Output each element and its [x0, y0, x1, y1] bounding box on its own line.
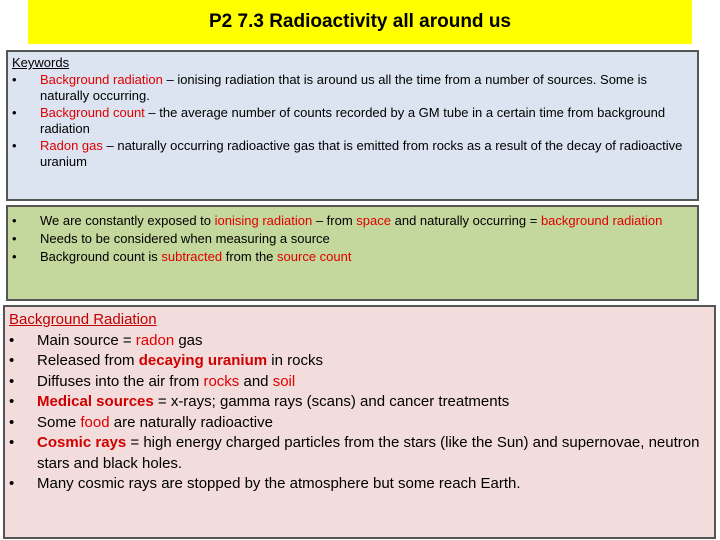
bullet-icon: •: [9, 372, 15, 390]
keyword-item-radon-gas: [12, 138, 693, 171]
text-run: Many cosmic rays are stopped by the atmosphere but some reach Earth.: [37, 475, 521, 492]
text-run: and: [239, 372, 273, 390]
exposure-box: [6, 205, 699, 301]
bullet-icon: •: [12, 249, 17, 264]
page-title-text: P2 7.3 Radioactivity all around us: [209, 11, 511, 32]
highlight-background-radiation: background radiation: [540, 213, 663, 228]
text-run: Background count is: [40, 249, 162, 264]
text-run: – from: [312, 213, 357, 228]
keyword-item-background-count: [12, 105, 693, 138]
exposure-item-measuring: [12, 230, 693, 248]
text-run: in rocks: [267, 352, 323, 369]
bullet-icon: •: [9, 352, 15, 369]
background-radiation-list: [9, 331, 710, 495]
background-radiation-box: [3, 305, 716, 539]
highlight-cosmic-rays: Cosmic rays: [37, 434, 127, 451]
keywords-list: [12, 72, 693, 171]
text-run: are naturally radioactive: [109, 413, 273, 431]
text-run: gas: [174, 331, 203, 349]
bullet-icon: •: [12, 213, 17, 228]
exposure-item-subtracted: [12, 248, 693, 266]
bullet-icon: •: [12, 71, 17, 87]
bullet-icon: •: [12, 104, 17, 120]
text-run: = high energy charged particles from the stars (like the Sun) and supernovae, neutron stars and black holes.: [37, 434, 700, 472]
highlight-soil: soil: [272, 372, 296, 390]
highlight-decaying-uranium: decaying uranium: [138, 352, 268, 369]
text-run: Released from: [37, 352, 139, 369]
bullet-icon: •: [9, 475, 15, 492]
bullet-icon: •: [9, 434, 15, 451]
bg-item-radon: [9, 331, 710, 352]
keyword-definition: – the average number of counts recorded by a GM tube in a certain time from background radiation: [40, 104, 666, 136]
bullet-icon: •: [9, 413, 15, 431]
text-run: from the: [222, 249, 278, 264]
highlight-subtracted: subtracted: [161, 249, 223, 264]
text-run: = x-rays; gamma rays (scans) and cancer treatments: [153, 393, 510, 410]
keywords-heading: Keywords: [12, 55, 70, 70]
highlight-space: space: [356, 213, 391, 228]
exposure-list: [12, 212, 693, 266]
bullet-icon: •: [9, 331, 15, 349]
highlight-food: food: [80, 413, 110, 431]
bg-item-food: [9, 413, 710, 434]
highlight-ionising: ionising radiation: [214, 213, 313, 228]
bullet-icon: •: [12, 137, 17, 153]
text-run: Main source =: [37, 331, 136, 349]
keyword-term: Radon gas: [40, 137, 103, 153]
keyword-term: Background count: [40, 104, 145, 120]
keyword-item-background-radiation: [12, 72, 693, 105]
bg-item-medical: [9, 392, 710, 413]
text-run: Some: [37, 413, 81, 431]
bg-item-uranium: [9, 351, 710, 372]
background-radiation-heading: Background Radiation: [9, 311, 157, 328]
bg-item-cosmic-rays: [9, 433, 710, 474]
page-title: [28, 0, 692, 44]
keywords-box: [6, 50, 699, 201]
text-run: We are constantly exposed to: [40, 213, 215, 228]
bg-item-atmosphere: [9, 474, 710, 495]
text-run: Needs to be considered when measuring a source: [40, 231, 330, 246]
bg-item-diffuses: [9, 372, 710, 393]
bullet-icon: •: [9, 393, 15, 410]
text-run: Diffuses into the air from: [37, 372, 204, 390]
highlight-radon: radon: [135, 331, 175, 349]
keyword-definition: – naturally occurring radioactive gas that is emitted from rocks as a result of the decay of radioactive uranium: [40, 137, 683, 169]
keyword-definition: – ionising radiation that is around us all the time from a number of sources. Some is naturally occurring.: [40, 71, 647, 103]
text-run: and naturally occurring =: [391, 213, 541, 228]
exposure-item-constant: [12, 212, 693, 230]
highlight-source-count: source count: [277, 249, 352, 264]
keyword-term: Background radiation: [40, 71, 163, 87]
bullet-icon: •: [12, 231, 17, 246]
highlight-medical-sources: Medical sources: [37, 393, 154, 410]
highlight-rocks: rocks: [203, 372, 240, 390]
